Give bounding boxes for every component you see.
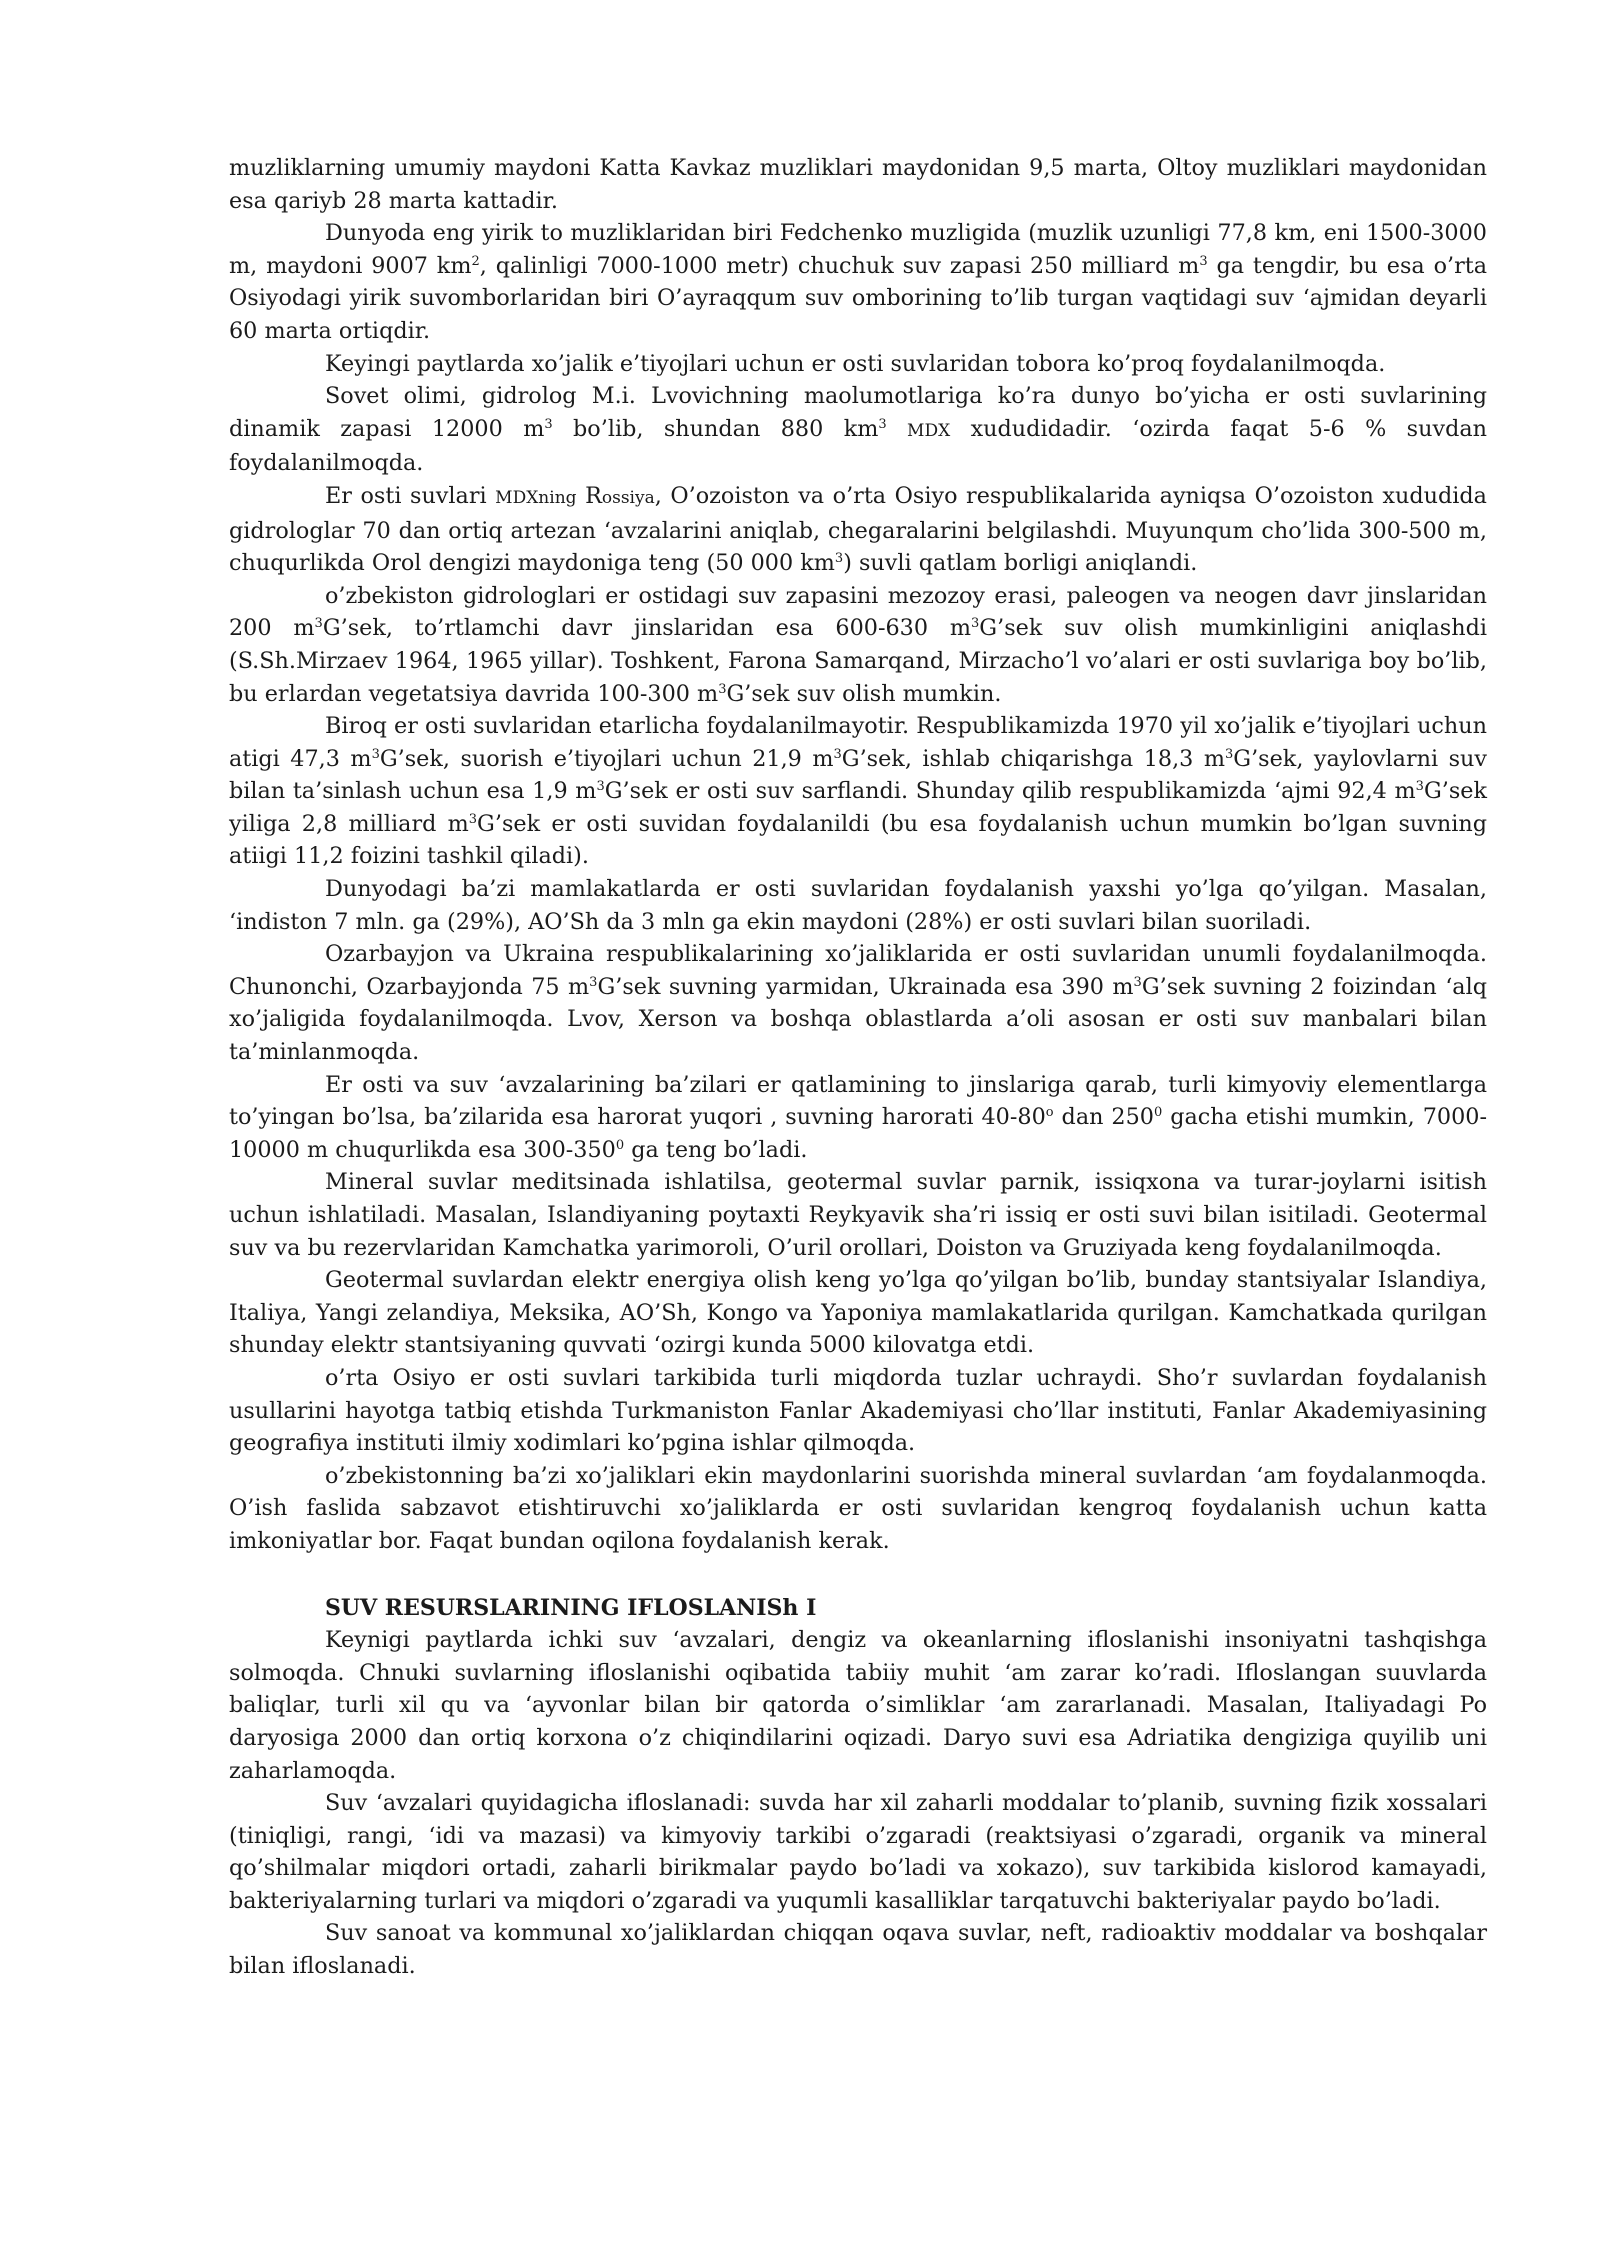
text-run: muzliklarning umumiy maydoni Katta Kavkaz muzliklari maydonidan 9,5 marta, Oltoy muzliklari maydonidan esa qariyb 28 marta kattadir. (229, 155, 1487, 214)
text-run: bo’lib, shundan 880 km (552, 415, 879, 442)
text-run: Keyingi paytlarda xo’jalik e’tiyojlari uchun er osti suvlaridan tobora ko’proq foydalanilmoqda. (325, 350, 1386, 377)
text-run: G’sek suvning 2 foizindan ‘alq xo’jaligida foydalanilmoqda. Lvov, Xerson va boshqa oblastlarda a’oli asosan er osti suv manbalari bilan ta’minlanmoqda. (229, 973, 1487, 1066)
superscript: 3 (1199, 253, 1208, 269)
text-run: Biroq er osti suvlaridan etarlicha foydalanilmayotir. Respublikamizda 1970 yil xo’jalik e’tiyojlari uchun atigi 47,3 m (229, 713, 1487, 772)
text-run: G’sek, ishlab chiqarishga 18,3 m (841, 745, 1225, 772)
text-run: G’sek er osti suv sarflandi. Shunday qilib respublikamizda ‘ajmi 92,4 m (604, 778, 1416, 805)
text-run: Ozarbayjon va Ukraina respublikalarining xo’jaliklarida er osti suvlaridan unumli foydalanilmoqda. Chunonchi, Ozarbayjonda 75 m (229, 941, 1487, 1000)
paragraph (229, 710, 1487, 873)
superscript: 0 (615, 1137, 625, 1153)
superscript: 3 (718, 681, 727, 697)
text-run: Sovet olimi, gidrolog M.i. Lvovichning maolumotlariga ko’ra dunyo bo’yicha er osti suvlarining dinamik zapasi 12000 m (229, 383, 1487, 442)
text-run: G’sek suv olish mumkinligini aniqlashdi (S.Sh.Mirzaev 1964, 1965 yillar). Toshkent, Farona Samarqand, Mirzacho’l vo’alari er osti suvlariga boy bo’lib, bu erlardan vegetatsiya davrida 100-300 m (229, 615, 1487, 707)
text-run: dan 250 (1053, 1104, 1154, 1131)
paragraph (229, 152, 1487, 217)
small-text: ossiya (601, 487, 655, 508)
paragraph (229, 1069, 1487, 1167)
paragraph (229, 1460, 1487, 1558)
paragraph (229, 580, 1487, 710)
text-run: , O’ozoiston va o’rta Osiyo respublikalarida ayniqsa O’ozoiston xududida gidrologlar 70 dan ortiq artezan ‘avzalarini aniqlab, chegaralarini belgilashdi. Muyunqum cho’lida 300-500 m, chuqurlikda Orol dengizi maydoniga teng (50 000 km (229, 482, 1487, 577)
text-run: ga teng bo’ladi. (624, 1136, 808, 1163)
superscript: o (1045, 1105, 1054, 1121)
text-run: gacha etishi mumkin, 7000-10000 m chuqurlikda esa 300-350 (229, 1104, 1487, 1163)
paragraph (229, 380, 1487, 480)
superscript: 3 (971, 616, 980, 632)
superscript: 3 (834, 551, 844, 567)
paragraph (229, 1624, 1487, 1787)
text-run: o’zbekistonning ba’zi xo’jaliklari ekin maydonlarini suorishda mineral suvlardan ‘am foydalanmoqda. O’ish faslida sabzavot etishtiruvchi xo’jaliklarda er osti suvlaridan kengroq foydalanish uchun katta imkoniyatlar bor. Faqat bundan oqilona foydalanish kerak. (229, 1462, 1487, 1554)
paragraph (229, 1787, 1487, 1917)
superscript: 2 (471, 253, 480, 269)
superscript: 3 (589, 974, 598, 990)
paragraph (229, 1166, 1487, 1264)
text-run: G’sek suv olish mumkin. (726, 680, 1002, 707)
text-run: Er osti va suv ‘avzalarining ba’zilari er qatlamining to jinslariga qarab, turli kimyoviy elementlarga to’yingan bo’lsa, ba’zilarida esa harorat yuqori , suvning harorati 40-80 (229, 1071, 1487, 1131)
text-run: , qalinligi 7000-1000 metr) chuchuk suv zapasi 250 milliard m (479, 252, 1200, 279)
text-run: Er osti suvlari (325, 482, 496, 509)
paragraph (229, 480, 1487, 580)
small-text: MDXning (495, 487, 577, 508)
text-run: ) suvli qatlam borligi aniqlandi. (843, 550, 1198, 577)
superscript: 3 (833, 746, 842, 762)
text-run: o’rta Osiyo er osti suvlari tarkibida turli miqdorda tuzlar uchraydi. Sho’r suvlardan foydalanish usullarini hayotga tatbiq etishda Turkmaniston Fanlar Akademiyasi cho’llar instituti, Fanlar Akademiyasining geografiya instituti ilmiy xodimlari ko’pgina ishlar qilmoqda. (229, 1364, 1487, 1457)
text-run: G’sek er osti suvidan foydalanildi (bu esa foydalanish uchun mumkin bo’lgan suvning atiigi 11,2 foizini tashkil qiladi). (229, 810, 1487, 870)
document-page (229, 152, 1487, 1983)
superscript: 3 (878, 416, 887, 432)
superscript: 3 (1415, 779, 1424, 795)
text-run: G’sek suvning yarmidan, Ukrainada esa 390 m (597, 973, 1134, 1000)
section-body (229, 1624, 1487, 1983)
text-run: R (576, 482, 602, 509)
paragraph (229, 938, 1487, 1068)
superscript: 3 (468, 811, 478, 827)
paragraph (229, 1264, 1487, 1362)
document-body (229, 152, 1487, 1558)
text-run: Mineral suvlar meditsinada ishlatilsa, geotermal suvlar parnik, issiqxona va turar-joylarni isitish uchun ishlatiladi. Masalan, Islandiyaning poytaxti Reykyavik sha’ri issiq er osti suvi bilan isitiladi. Geotermal suv va bu rezervlaridan Kamchatka yarimoroli, O’uril orollari, Doiston va Gruziyada keng foydalanilmoqda. (229, 1169, 1487, 1261)
text-run: Dunyodagi ba’zi mamlakatlarda er osti suvlaridan foydalanish yaxshi yo’lga qo’yilgan. Masalan, ‘indiston 7 mln. ga (29%), AO’Sh da 3 mln ga ekin maydoni (28%) er osti suvlari bilan suoriladi. (229, 876, 1487, 935)
text-run: G’sek, yaylovlarni suv bilan ta’sinlash uchun esa 1,9 m (229, 745, 1487, 805)
paragraph (229, 873, 1487, 938)
superscript: 3 (544, 416, 553, 432)
text-run: Keynigi paytlarda ichki suv ‘avzalari, dengiz va okeanlarning ifloslanishi insoniyatni tashqishga solmoqda. Chnuki suvlarning ifloslanishi oqibatida tabiiy muhit ‘am zarar ko’radi. Ifloslangan suuvlarda baliqlar, turli xil qu va ‘ayvonlar bilan bir qatorda o’simliklar ‘am zararlanadi. Masalan, Italiyadagi Po daryosiga 2000 dan ortiq korxona o’z chiqindilarini oqizadi. Daryo suvi esa Adriatika dengiziga quyilib uni zaharlamoqda. (229, 1627, 1487, 1784)
superscript: 3 (371, 746, 380, 762)
text-run: G’sek yiliga 2,8 milliard m (229, 778, 1488, 837)
paragraph (229, 1362, 1487, 1460)
text-run: o’zbekiston gidrologlari er ostidagi suv zapasini mezozoy erasi, paleogen va neogen davr jinslaridan 200 m (229, 582, 1487, 642)
text-run: xududidadir. ‘ozirda faqat 5-6 % suvdan foydalanilmoqda. (229, 415, 1488, 477)
small-text: MDX (907, 420, 951, 441)
superscript: 3 (1224, 746, 1234, 762)
paragraph (229, 348, 1487, 381)
paragraph (229, 217, 1487, 347)
superscript: 3 (596, 779, 605, 795)
text-run (887, 416, 907, 442)
text-run: Suv sanoat va kommunal xo’jaliklardan chiqqan oqava suvlar, neft, radioaktiv moddalar va boshqalar bilan ifloslanadi. (229, 1920, 1487, 1980)
text-run: ga tengdir, bu esa o’rta Osiyodagi yirik suvomborlaridan biri O’ayraqqum suv omborining to’lib turgan vaqtidagi suv ‘ajmidan deyarli 60 marta ortiqdir. (229, 252, 1487, 344)
text-run: G’sek, suorish e’tiyojlari uchun 21,9 m (379, 745, 834, 772)
superscript: 0 (1153, 1105, 1163, 1121)
text-run: Geotermal suvlardan elektr energiya olish keng yo’lga qo’yilgan bo’lib, bunday stantsiyalar Islandiya, Italiya, Yangi zelandiya, Meksika, AO’Sh, Kongo va Yaponiya mamlakatlarida qurilgan. Kamchatkada qurilgan shunday elektr stantsiyaning quvvati ‘ozirgi kunda 5000 kilovatga etdi. (229, 1267, 1487, 1359)
superscript: 3 (314, 616, 323, 632)
text-run: G’sek, to’rtlamchi davr jinslaridan esa 600-630 m (322, 615, 972, 642)
paragraph (229, 1917, 1487, 1982)
text-run: Suv ‘avzalari quyidagicha ifloslanadi: suvda har xil zaharli moddalar to’planib, suvning fizik xossalari (tiniqligi, rangi, ‘idi va mazasi) va kimyoviy tarkibi o’zgaradi (reaktsiyasi o’zgaradi, organik va mineral qo’shilmalar miqdori ortadi, zaharli birikmalar paydo bo’ladi va xokazo), suv tarkibida kislorod kamayadi, bakteriyalarning turlari va miqdori o’zgaradi va yuqumli kasalliklar tarqatuvchi bakteriyalar paydo bo’ladi. (229, 1790, 1487, 1914)
section-heading: SUV RESURSLARINING IFLOSLANISh I (325, 1594, 817, 1621)
superscript: 3 (1133, 974, 1142, 990)
text-run: Dunyoda eng yirik to muzliklaridan biri Fedchenko muzligida (muzlik uzunligi 77,8 km, eni 1500-3000 m, maydoni 9007 km (229, 220, 1487, 279)
